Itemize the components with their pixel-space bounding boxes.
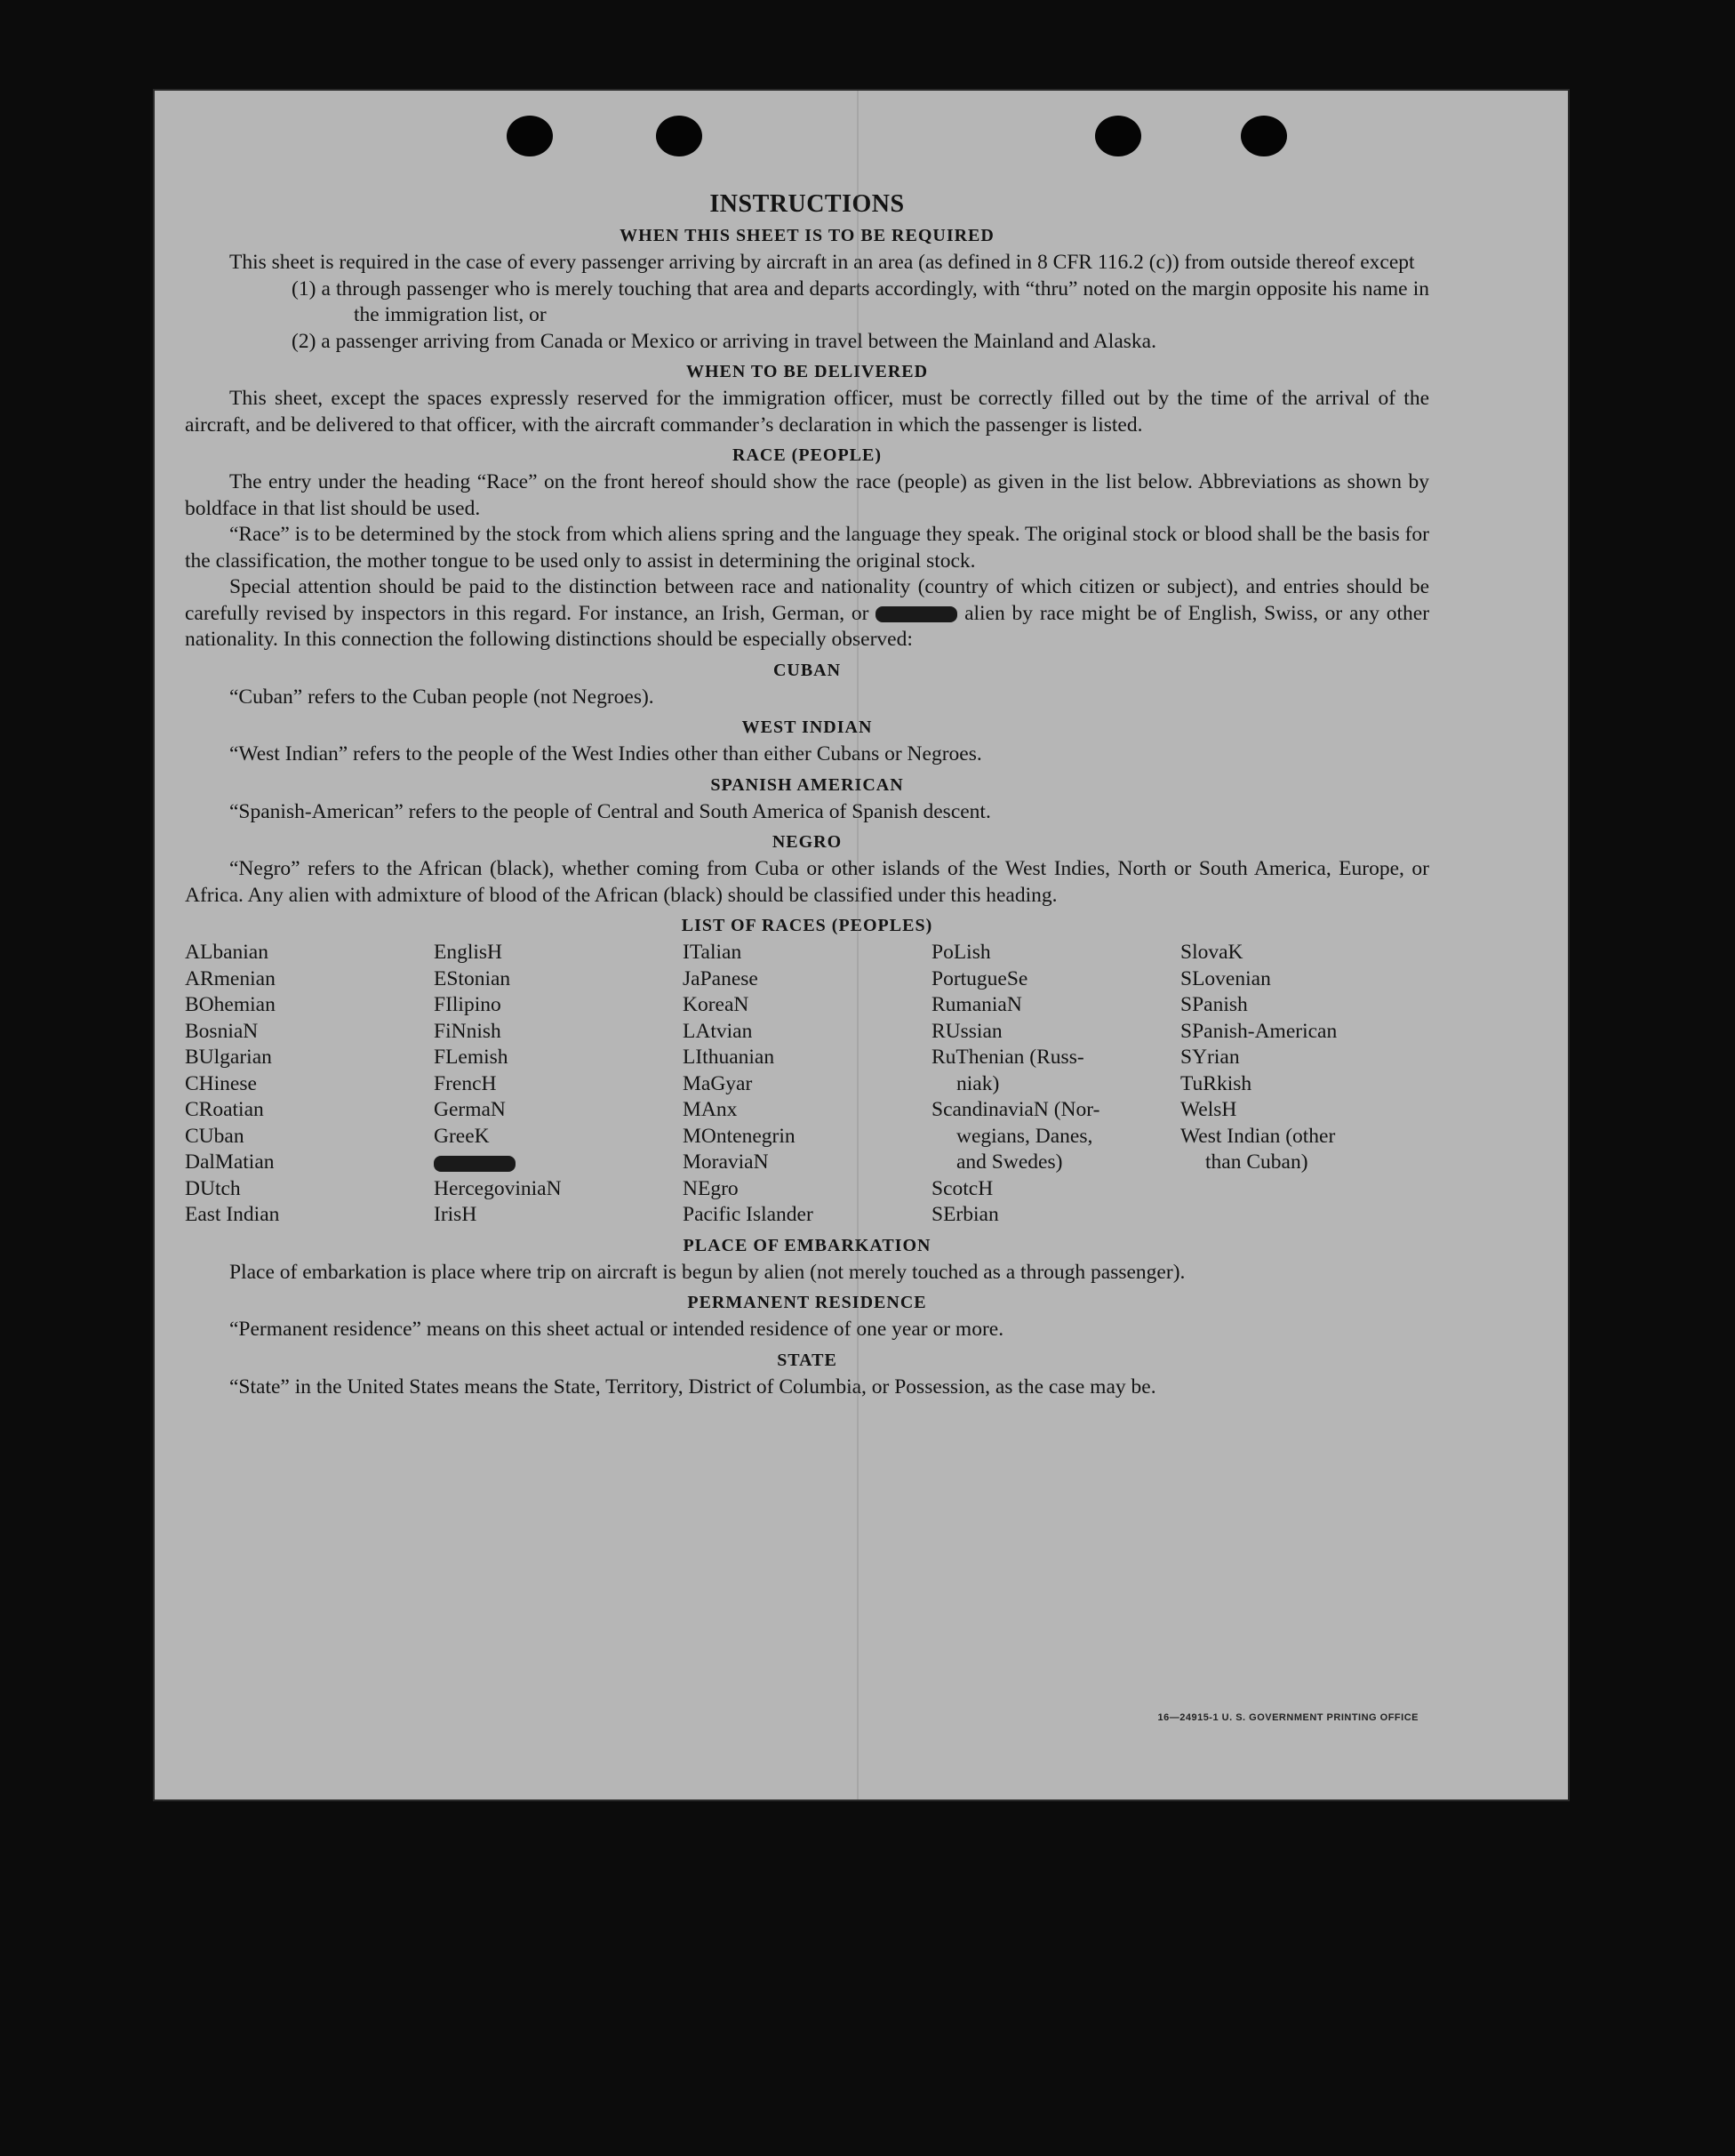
race-entry: MoraviaN [683, 1150, 769, 1174]
race-entry: CHinese [185, 1071, 257, 1095]
race-entry: FLemish [434, 1046, 508, 1069]
race-entry: SLovenian [1180, 966, 1271, 990]
redaction-mark [875, 606, 957, 622]
race-paragraph-3 [185, 574, 1429, 653]
instructions-content [185, 190, 1429, 1400]
spanish-american-text: “Spanish-American” refers to the people of Central and South America of Spanish descent. [229, 799, 991, 823]
race-entry: WelsH [1180, 1098, 1237, 1121]
heading-list-of-races: LIST OF RACES (PEOPLES) [681, 916, 933, 935]
race-entry-redacted [434, 1150, 683, 1176]
race-entry: EnglisH [434, 941, 503, 964]
race-entry: Pacific Islander [683, 1203, 813, 1226]
race-entry: DUtch [185, 1176, 241, 1200]
race-entry: JaPanese [683, 966, 758, 990]
page-title: INSTRUCTIONS [709, 190, 905, 218]
race-paragraph-3-b: alien by race might be of English, Swiss, or any other nationality. In this connection the following distinctions should be especially observed: [185, 601, 1430, 651]
exception-item-1: (1) a through passenger who is merely touching that area and departs accordingly, with “thru” noted on the margin opposite his name in the immigration list, or [292, 277, 1429, 326]
west-indian-text: “West Indian” refers to the people of the West Indies other than either Cubans or Negroes. [229, 742, 982, 765]
race-entry: BUlgarian [185, 1046, 272, 1069]
exception-item-2: (2) a passenger arriving from Canada or Mexico or arriving in travel between the Mainland and Alaska. [292, 329, 1156, 353]
race-entry: BosniaN [185, 1019, 259, 1043]
race-column-2 [434, 940, 683, 1229]
race-entry: FIlipino [434, 993, 501, 1016]
race-entry: EStonian [434, 966, 511, 990]
race-entry: ScandinaviaN (Nor- [931, 1098, 1100, 1121]
punch-hole [656, 116, 702, 156]
race-entry: LAtvian [683, 1019, 753, 1043]
race-entry: West Indian (other [1180, 1124, 1336, 1148]
race-entry: CRoatian [185, 1098, 264, 1121]
when-delivered-text: This sheet, except the spaces expressly reserved for the immigration officer, must be correctly filled out by the time of the arrival of the aircraft, and be delivered to that officer, with the aircraft commander’s declaration in which the passenger is listed. [185, 387, 1429, 437]
race-entry: SlovaK [1180, 941, 1243, 964]
race-entry: DalMatian [185, 1150, 275, 1174]
punch-hole [507, 116, 553, 156]
race-column-1 [185, 940, 434, 1229]
race-entry-continued: niak) [956, 1071, 1000, 1095]
race-paragraph-2: “Race” is to be determined by the stock from which aliens spring and the language they speak. The original stock or blood shall be the basis for the classification, the mother tongue to be used only to assist in determining the original stock. [185, 523, 1429, 573]
race-entry: FiNnish [434, 1019, 501, 1043]
race-entry: RumaniaN [931, 993, 1022, 1016]
punch-hole [1095, 116, 1141, 156]
race-entry: PortugueSe [931, 966, 1028, 990]
heading-when-required: WHEN THIS SHEET IS TO BE REQUIRED [620, 226, 995, 245]
heading-permanent-residence: PERMANENT RESIDENCE [687, 1293, 927, 1312]
race-entry: HercegoviniaN [434, 1176, 562, 1200]
race-list [185, 940, 1429, 1229]
punch-hole [1241, 116, 1287, 156]
race-entry: KoreaN [683, 993, 749, 1016]
heading-race: RACE (PEOPLE) [732, 445, 882, 465]
heading-state: STATE [777, 1350, 837, 1370]
race-entry: ScotcH [931, 1176, 994, 1200]
race-entry: SPanish [1180, 993, 1248, 1016]
race-entry: RuThenian (Russ- [931, 1046, 1084, 1069]
state-text: “State” in the United States means the State, Territory, District of Columbia, or Possession, as the case may be. [229, 1375, 1156, 1399]
race-entry: MAnx [683, 1098, 738, 1121]
cuban-text: “Cuban” refers to the Cuban people (not Negroes). [229, 685, 654, 709]
race-entry: GreeK [434, 1124, 490, 1148]
race-entry-continued: than Cuban) [1205, 1150, 1308, 1174]
heading-cuban: CUBAN [772, 660, 842, 680]
heading-when-delivered: WHEN TO BE DELIVERED [685, 362, 929, 381]
when-required-text: This sheet is required in the case of every passenger arriving by aircraft in an area (as defined in 8 CFR 116.2 (c)) from outside thereof except [229, 251, 1415, 274]
race-entry: GermaN [434, 1098, 506, 1121]
race-entry: TuRkish [1180, 1071, 1252, 1095]
race-entry-continued: and Swedes) [956, 1150, 1063, 1174]
race-column-3 [683, 940, 931, 1229]
race-entry: CUban [185, 1124, 244, 1148]
race-entry: East Indian [185, 1203, 280, 1226]
race-entry: RUssian [931, 1019, 1003, 1043]
race-entry: MOntenegrin [683, 1124, 796, 1148]
negro-text: “Negro” refers to the African (black), whether coming from Cuba or other islands of the West Indies, North or South America, Europe, or Africa. Any alien with admixture of blood of the African (black) should be classified under this heading. [185, 857, 1429, 907]
race-entry: SYrian [1180, 1046, 1240, 1069]
printing-office-footnote: 16—24915-1 U. S. GOVERNMENT PRINTING OFFICE [1157, 1712, 1419, 1723]
race-entry: ITalian [683, 941, 742, 964]
race-entry: SErbian [931, 1203, 999, 1226]
race-entry: SPanish-American [1180, 1019, 1338, 1043]
race-entry: IrisH [434, 1203, 477, 1226]
race-entry: PoLish [931, 941, 991, 964]
race-entry: ALbanian [185, 941, 268, 964]
race-entry: FrencH [434, 1071, 497, 1095]
redaction-mark [434, 1156, 516, 1172]
race-column-4 [931, 940, 1180, 1229]
heading-negro: NEGRO [772, 832, 843, 852]
race-entry: BOhemian [185, 993, 276, 1016]
race-paragraph-1: The entry under the heading “Race” on the front hereof should show the race (people) as given in the list below. Abbreviations as shown by boldface in that list should be used. [185, 470, 1429, 520]
race-entry: ARmenian [185, 966, 276, 990]
race-paragraph-3-a: Special attention should be paid to the distinction between race and nationality (country of which citizen or subject), and entries should be carefully revised by inspectors in this regard. For instance, an Irish, German, or [185, 575, 1429, 625]
race-entry: LIthuanian [683, 1046, 775, 1069]
residence-text: “Permanent residence” means on this sheet actual or intended residence of one year or more. [229, 1318, 1004, 1341]
race-column-5 [1180, 940, 1429, 1229]
heading-spanish-american: SPANISH AMERICAN [710, 774, 904, 795]
document-page [155, 91, 1568, 1799]
heading-west-indian: WEST INDIAN [741, 717, 873, 737]
heading-embarkation: PLACE OF EMBARKATION [683, 1235, 931, 1255]
race-entry-continued: wegians, Danes, [956, 1124, 1093, 1148]
embarkation-text: Place of embarkation is place where trip on aircraft is begun by alien (not merely touched as a through passenger). [229, 1260, 1186, 1284]
race-entry: NEgro [683, 1176, 739, 1200]
race-entry: MaGyar [683, 1071, 753, 1095]
